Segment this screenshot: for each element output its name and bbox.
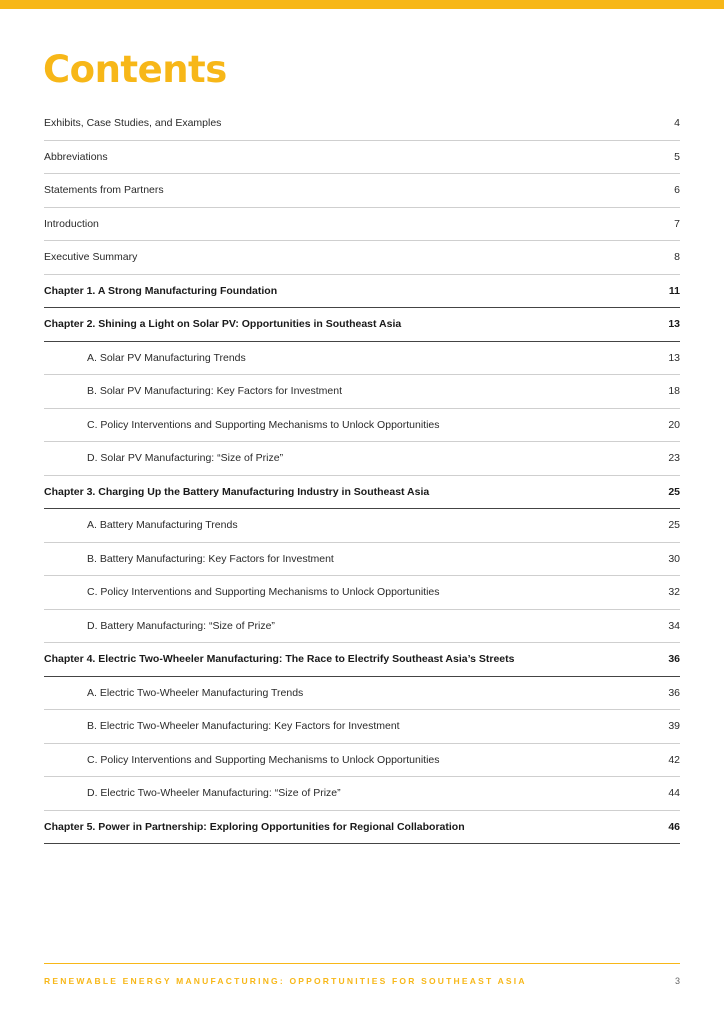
toc-entry-page: 13 (668, 351, 680, 364)
toc-section-row[interactable] (44, 409, 680, 443)
toc-chapter-row[interactable] (44, 308, 680, 342)
toc-entry-page: 25 (668, 519, 680, 531)
footer-title: RENEWABLE ENERGY MANUFACTURING: OPPORTUNITIES FOR SOUTHEAST ASIA (44, 976, 527, 986)
toc-entry-page: 11 (668, 284, 680, 297)
toc-entry-page: 18 (668, 385, 680, 397)
toc-entry-row[interactable] (44, 208, 680, 242)
toc-entry-label: C. Policy Interventions and Supporting Mechanisms to Unlock Opportunities (87, 586, 440, 598)
toc-entry-page: 7 (674, 217, 680, 230)
toc-entry-page: 8 (674, 251, 680, 263)
toc-entry-label: Chapter 1. A Strong Manufacturing Foundation (44, 284, 278, 297)
toc-entry-row[interactable] (44, 141, 680, 175)
toc-entry-label: D. Electric Two-Wheeler Manufacturing: “Size of Prize” (87, 787, 341, 799)
toc-chapter-row[interactable] (44, 476, 680, 510)
toc-section-row[interactable] (44, 442, 680, 476)
toc-section-row[interactable] (44, 509, 680, 543)
toc-entry-label: Exhibits, Case Studies, and Examples (44, 117, 222, 129)
toc-section-row[interactable] (44, 375, 680, 409)
toc-entry-page: 34 (668, 619, 680, 632)
toc-entry-label: C. Policy Interventions and Supporting Mechanisms to Unlock Opportunities (87, 753, 440, 766)
toc-entry-label: Chapter 3. Charging Up the Battery Manufacturing Industry in Southeast Asia (44, 485, 430, 498)
toc-entry-label: Abbreviations (44, 150, 108, 163)
toc-chapter-row[interactable] (44, 275, 680, 309)
toc-entry-page: 13 (668, 318, 680, 330)
toc-entry-row[interactable] (44, 107, 680, 141)
toc-section-row[interactable] (44, 710, 680, 744)
toc-section-row[interactable] (44, 543, 680, 577)
toc-entry-label: Introduction (44, 217, 99, 230)
toc-entry-page: 39 (668, 720, 680, 732)
toc-entry-page: 46 (668, 820, 680, 833)
toc-entry-label: Chapter 2. Shining a Light on Solar PV: Opportunities in Southeast Asia (44, 318, 402, 330)
page-title: Contents (43, 48, 227, 91)
toc-entry-label: B. Battery Manufacturing: Key Factors for Investment (87, 552, 334, 565)
toc-entry-page: 6 (674, 184, 680, 196)
toc-section-row[interactable] (44, 744, 680, 778)
toc-entry-page: 32 (668, 586, 680, 598)
toc-entry-page: 23 (668, 452, 680, 464)
table-of-contents (44, 107, 680, 844)
toc-entry-label: Statements from Partners (44, 184, 164, 196)
toc-section-row[interactable] (44, 342, 680, 376)
toc-entry-page: 42 (668, 753, 680, 766)
toc-entry-label: B. Electric Two-Wheeler Manufacturing: Key Factors for Investment (87, 720, 400, 732)
top-accent-bar (0, 0, 724, 9)
toc-entry-label: A. Battery Manufacturing Trends (87, 519, 238, 531)
toc-entry-page: 5 (674, 150, 680, 163)
toc-entry-label: C. Policy Interventions and Supporting Mechanisms to Unlock Opportunities (87, 418, 440, 431)
toc-entry-row[interactable] (44, 174, 680, 208)
toc-entry-row[interactable] (44, 241, 680, 275)
toc-entry-label: Executive Summary (44, 251, 138, 263)
toc-section-row[interactable] (44, 610, 680, 644)
toc-entry-label: Chapter 4. Electric Two-Wheeler Manufacturing: The Race to Electrify Southeast Asia’s Streets (44, 653, 515, 665)
toc-entry-label: A. Electric Two-Wheeler Manufacturing Trends (87, 686, 304, 699)
toc-entry-label: A. Solar PV Manufacturing Trends (87, 351, 246, 364)
toc-chapter-row[interactable] (44, 811, 680, 845)
toc-entry-page: 44 (668, 787, 680, 799)
toc-entry-label: D. Solar PV Manufacturing: “Size of Prize” (87, 452, 284, 464)
toc-entry-page: 36 (668, 686, 680, 699)
footer-divider (44, 963, 680, 964)
toc-section-row[interactable] (44, 677, 680, 711)
toc-section-row[interactable] (44, 777, 680, 811)
toc-entry-page: 25 (668, 485, 680, 498)
toc-entry-label: Chapter 5. Power in Partnership: Exploring Opportunities for Regional Collaboration (44, 820, 465, 833)
toc-entry-label: D. Battery Manufacturing: “Size of Prize” (87, 619, 275, 632)
toc-entry-page: 36 (668, 653, 680, 665)
toc-entry-page: 30 (668, 552, 680, 565)
toc-section-row[interactable] (44, 576, 680, 610)
toc-entry-page: 20 (668, 418, 680, 431)
toc-chapter-row[interactable] (44, 643, 680, 677)
toc-entry-page: 4 (674, 117, 680, 129)
toc-entry-label: B. Solar PV Manufacturing: Key Factors for Investment (87, 385, 343, 397)
footer-page-number: 3 (674, 976, 680, 986)
